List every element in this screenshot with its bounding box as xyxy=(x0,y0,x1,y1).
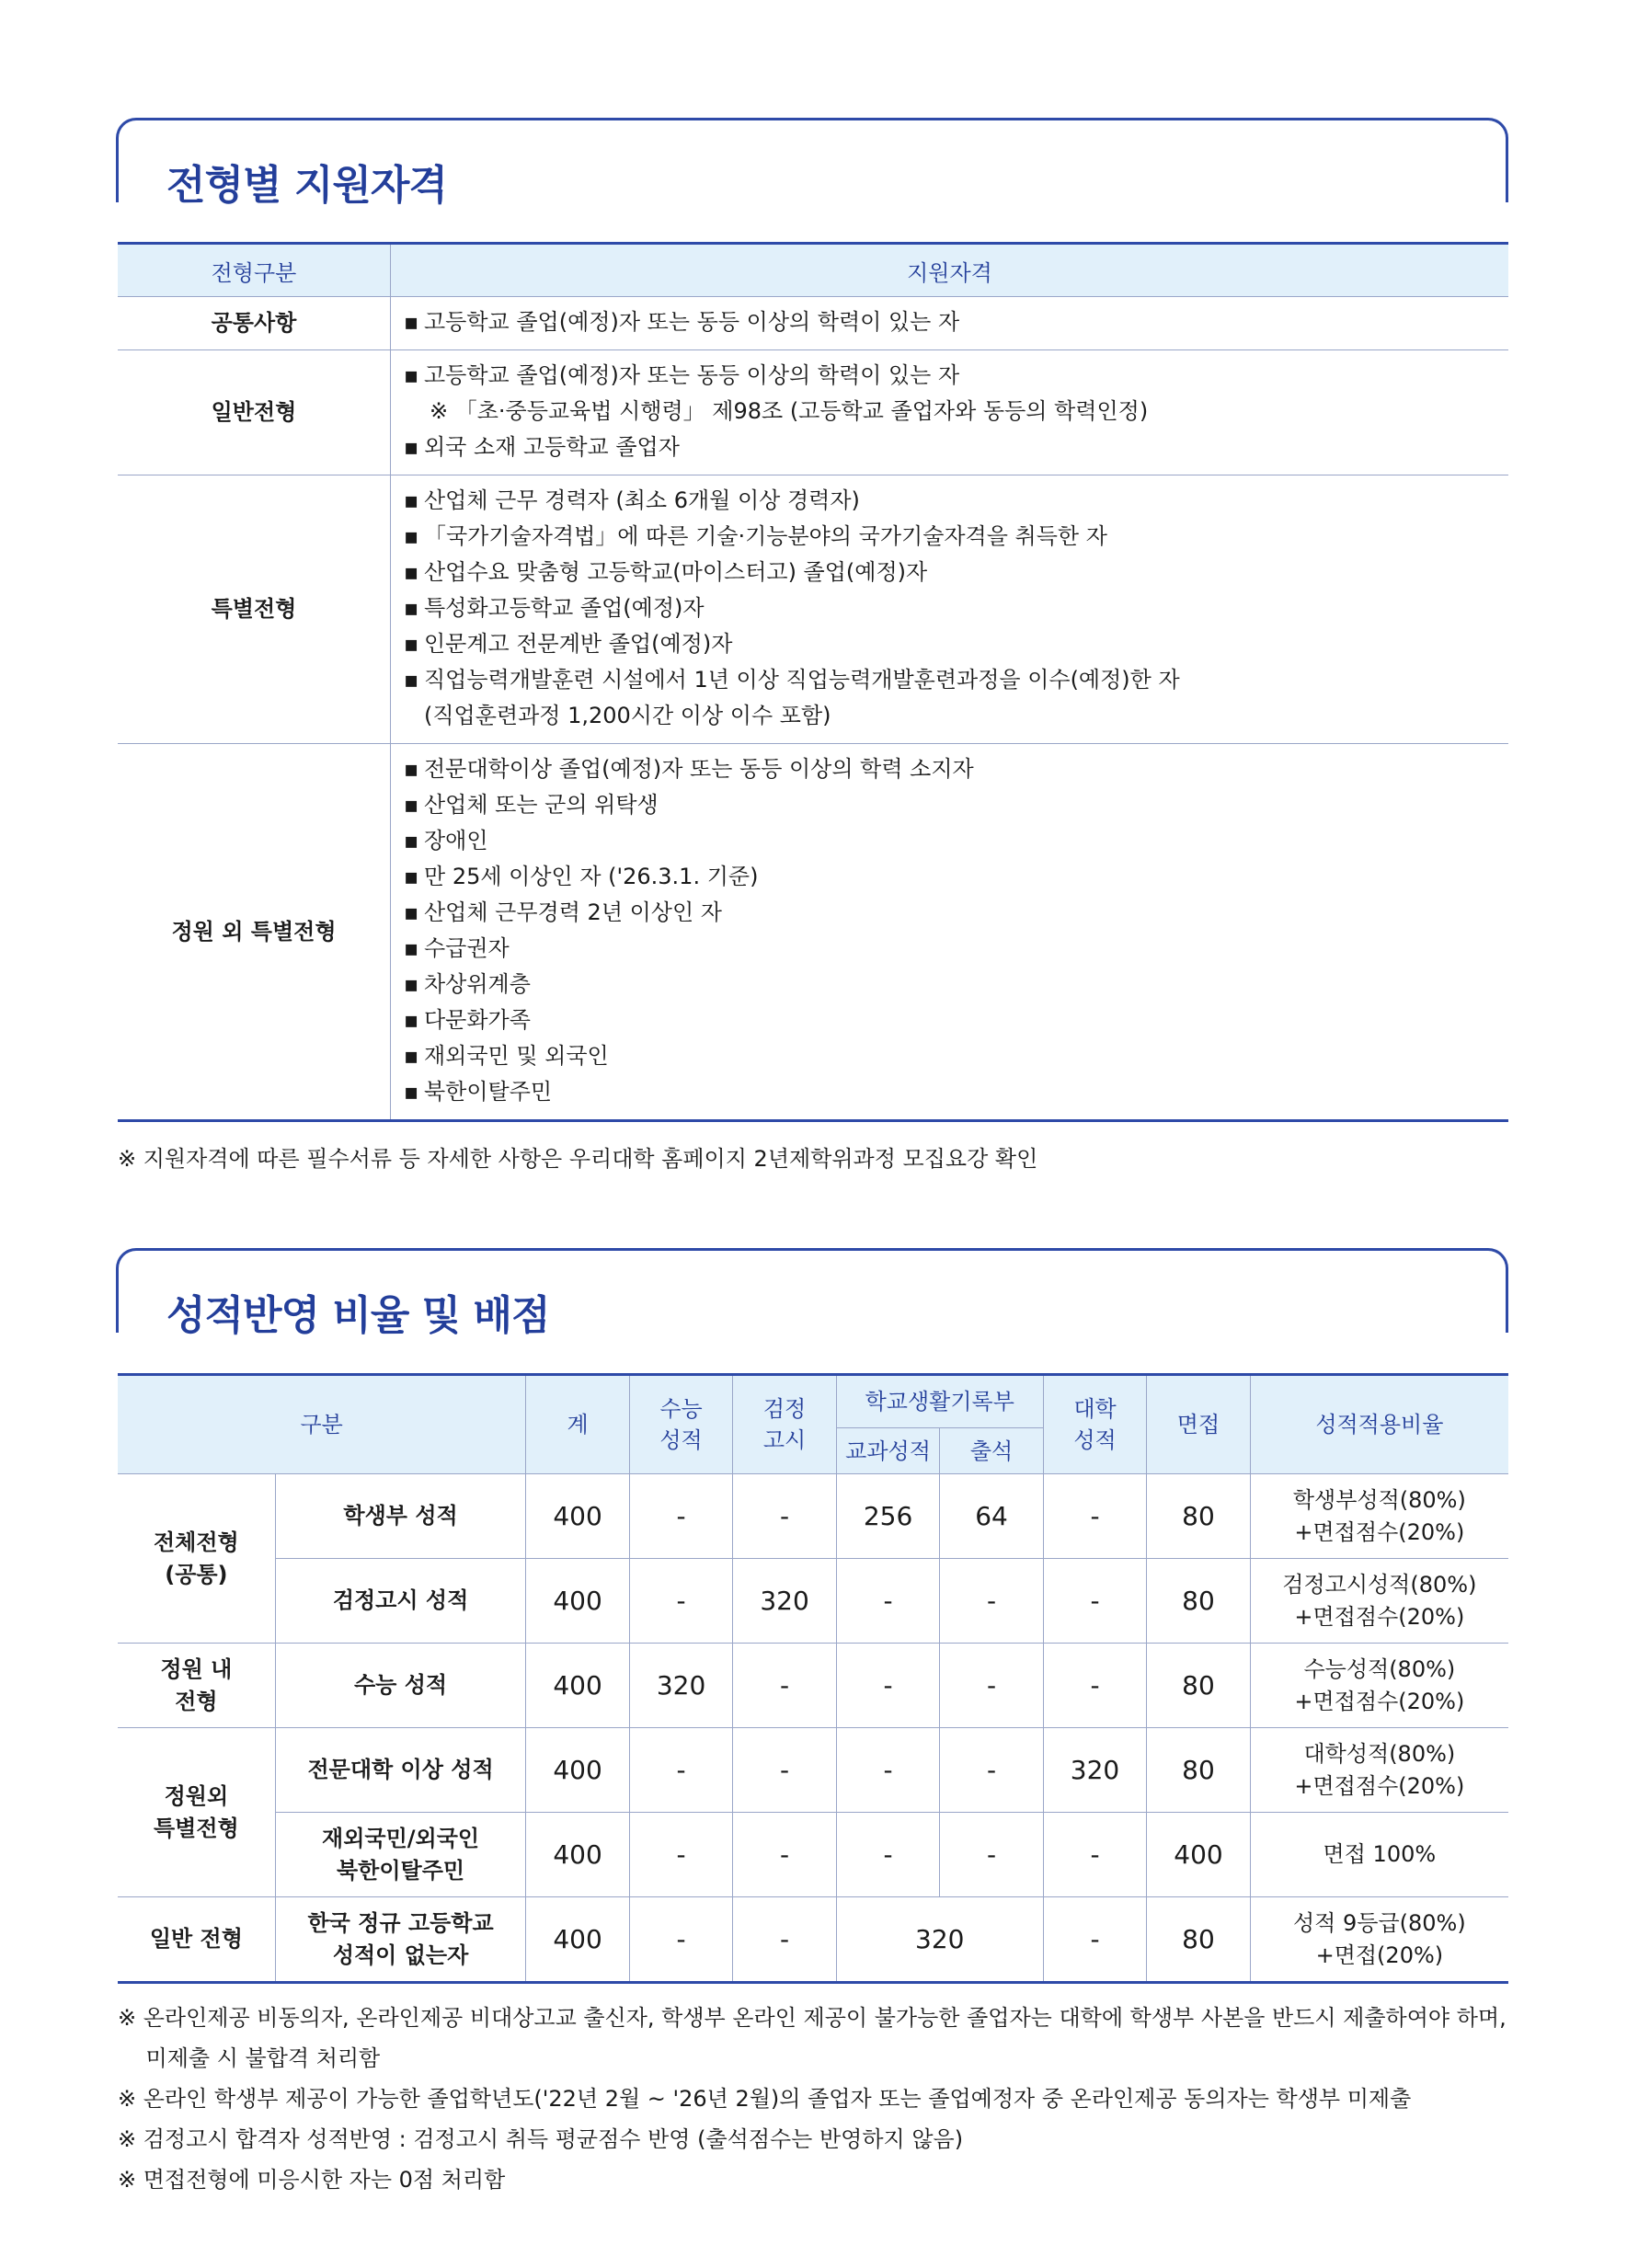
total-cell: 400 xyxy=(526,1813,629,1897)
note-line: ※ 검정고시 합격자 성적반영 : 검정고시 취득 평균점수 반영 (출석점수는 반영하지 않음) xyxy=(118,2126,964,2152)
note-line: ※ 면접전형에 미응시한 자는 0점 처리함 xyxy=(118,2167,506,2193)
sub-category-cell xyxy=(275,1474,526,1559)
header-attendance: 출석 xyxy=(940,1428,1043,1474)
table-header-row xyxy=(118,1375,1508,1428)
suneung-cell: - xyxy=(629,1728,732,1813)
qualification-line xyxy=(404,895,1508,931)
ratio-cell xyxy=(1250,1813,1508,1897)
header-interview: 면접 xyxy=(1147,1375,1250,1474)
cell-text: 검정고시 성적 xyxy=(332,1587,469,1613)
note-line: ※ 온라인 학생부 제공이 가능한 졸업학년도('22년 2월 ~ '26년 2월)의 졸업자 또는 졸업예정자 중 온라인제공 동의자는 학생부 미제출 xyxy=(118,2086,1412,2112)
college-cell: - xyxy=(1043,1559,1146,1644)
cell-text: 한국 정규 고등학교 xyxy=(307,1909,494,1936)
group-label-cell xyxy=(118,1897,275,1983)
table-row xyxy=(118,744,1508,1121)
bullet-icon: ▪ xyxy=(404,971,419,997)
college-cell: - xyxy=(1043,1474,1146,1559)
qualification-text: 고등학교 졸업(예정)자 또는 동등 이상의 학력이 있는 자 xyxy=(424,362,960,388)
cell-text: 정원 내 xyxy=(160,1655,233,1682)
ratio-cell xyxy=(1250,1474,1508,1559)
suneung-cell: - xyxy=(629,1813,732,1897)
attendance-cell: - xyxy=(940,1559,1043,1644)
qualification-cell xyxy=(391,297,1509,350)
bullet-icon: ▪ xyxy=(404,487,419,513)
cell-text: 정원외 xyxy=(164,1782,229,1809)
bullet-icon: ▪ xyxy=(404,1079,419,1105)
ratio-cell xyxy=(1250,1644,1508,1728)
qualification-line xyxy=(404,519,1508,555)
note-line: 미제출 시 불합격 처리함 xyxy=(118,2045,381,2071)
bullet-icon: ▪ xyxy=(404,309,419,335)
sub-category-cell xyxy=(275,1897,526,1983)
header-ratio: 성적적용비율 xyxy=(1250,1375,1508,1474)
table-row xyxy=(118,297,1508,350)
qualification-line xyxy=(404,358,1508,394)
bullet-icon: ▪ xyxy=(404,1043,419,1069)
category-cell: 정원 외 특별전형 xyxy=(118,744,391,1121)
section-title: 성적반영 비율 및 배점 xyxy=(166,1292,550,1339)
bullet-icon: ▪ xyxy=(404,362,419,388)
header-course-grade: 교과성적 xyxy=(836,1428,939,1474)
qualification-text: 산업체 근무경력 2년 이상인 자 xyxy=(424,899,722,925)
geomjeong-cell: - xyxy=(733,1644,836,1728)
qualification-text: 산업체 또는 군의 위탁생 xyxy=(424,792,659,818)
school-record-cell: 320 xyxy=(836,1897,1043,1983)
bullet-icon: ▪ xyxy=(404,434,419,460)
table-row xyxy=(118,1813,1508,1897)
bullet-icon: ▪ xyxy=(404,792,419,818)
section-header-score-ratio xyxy=(116,1248,1508,1339)
cell-text: 전체전형 xyxy=(154,1529,239,1555)
cell-text: (공통) xyxy=(165,1561,228,1587)
cell-text: +면접(20%) xyxy=(1315,1942,1444,1968)
suneung-cell: 320 xyxy=(629,1644,732,1728)
cell-text: 일반 전형 xyxy=(149,1926,243,1952)
college-cell: - xyxy=(1043,1813,1146,1897)
cell-text: 대학성적(80%) xyxy=(1303,1740,1456,1767)
geomjeong-cell: 320 xyxy=(733,1559,836,1644)
bullet-icon: ▪ xyxy=(404,559,419,585)
table-row xyxy=(118,475,1508,744)
bullet-icon: ▪ xyxy=(404,756,419,782)
bullet-icon: ▪ xyxy=(404,935,419,961)
total-cell: 400 xyxy=(526,1728,629,1813)
qualification-line xyxy=(404,751,1508,787)
course-grade-cell: - xyxy=(836,1644,939,1728)
qualification-text: 다문화가족 xyxy=(424,1007,531,1033)
cell-text: +면접점수(20%) xyxy=(1294,1772,1465,1799)
sub-category-cell xyxy=(275,1813,526,1897)
qualification-line xyxy=(404,823,1508,859)
cell-text: 성적 9등급(80%) xyxy=(1293,1909,1466,1936)
cell-text: +면접점수(20%) xyxy=(1294,1688,1465,1714)
table-row xyxy=(118,1728,1508,1813)
qualification-footnote: ※ 지원자격에 따른 필수서류 등 자세한 사항은 우리대학 홈페이지 2년제학위과정 모집요강 확인 xyxy=(118,1146,1038,1172)
qualification-line xyxy=(404,662,1508,698)
ratio-cell xyxy=(1250,1559,1508,1644)
interview-cell: 80 xyxy=(1147,1559,1250,1644)
total-cell: 400 xyxy=(526,1644,629,1728)
qualification-table xyxy=(118,242,1508,1122)
qualification-text: 외국 소재 고등학교 졸업자 xyxy=(424,434,680,460)
qualification-text: 「국가기술자격법」에 따른 기술·기능분야의 국가기술자격을 취득한 자 xyxy=(424,523,1107,549)
qualification-text: 차상위계층 xyxy=(424,971,531,997)
section-title: 전형별 지원자격 xyxy=(166,162,447,209)
table-row xyxy=(118,350,1508,475)
bullet-icon: ▪ xyxy=(404,864,419,889)
cell-text: 수능성적(80%) xyxy=(1303,1655,1456,1682)
sub-category-cell xyxy=(275,1728,526,1813)
qualification-text: (직업훈련과정 1,200시간 이상 이수 포함) xyxy=(424,703,831,728)
ratio-cell xyxy=(1250,1728,1508,1813)
cell-text: 특별전형 xyxy=(154,1815,239,1841)
table-row xyxy=(118,1559,1508,1644)
interview-cell: 80 xyxy=(1147,1474,1250,1559)
qualification-line xyxy=(404,304,1508,340)
qualification-cell xyxy=(391,744,1509,1121)
score-ratio-table xyxy=(118,1373,1508,1984)
cell-text: 학생부성적(80%) xyxy=(1292,1486,1466,1513)
qualification-line xyxy=(404,1074,1508,1110)
geomjeong-cell: - xyxy=(733,1897,836,1983)
header-category: 전형구분 xyxy=(118,244,391,297)
qualification-text: 산업체 근무 경력자 (최소 6개월 이상 경력자) xyxy=(424,487,860,513)
sub-category-cell xyxy=(275,1559,526,1644)
bullet-icon: ▪ xyxy=(404,828,419,853)
geomjeong-cell: - xyxy=(733,1813,836,1897)
cell-text: 전형 xyxy=(175,1688,218,1714)
category-cell: 일반전형 xyxy=(118,350,391,475)
qualification-text: 장애인 xyxy=(424,828,488,853)
qualification-line xyxy=(404,555,1508,590)
bullet-icon: ▪ xyxy=(404,595,419,621)
qualification-line xyxy=(404,394,1508,430)
qualification-line xyxy=(404,787,1508,823)
qualification-text: 전문대학이상 졸업(예정)자 또는 동등 이상의 학력 소지자 xyxy=(424,756,974,782)
qualification-text: 산업수요 맞춤형 고등학교(마이스터고) 졸업(예정)자 xyxy=(424,559,928,585)
qualification-text: 북한이탈주민 xyxy=(424,1079,553,1105)
qualification-text: 특성화고등학교 졸업(예정)자 xyxy=(424,595,705,621)
table-row xyxy=(118,1897,1508,1983)
qualification-line xyxy=(404,483,1508,519)
header-school-record: 학교생활기록부 xyxy=(836,1375,1043,1428)
qualification-text: 수급권자 xyxy=(424,935,510,961)
cell-text: 전문대학 이상 성적 xyxy=(307,1757,494,1782)
header-category: 구분 xyxy=(118,1375,526,1474)
bullet-icon: ▪ xyxy=(404,899,419,925)
course-grade-cell: 256 xyxy=(836,1474,939,1559)
category-cell: 공통사항 xyxy=(118,297,391,350)
bullet-icon: ▪ xyxy=(404,631,419,657)
header-qualification: 지원자격 xyxy=(391,244,1509,297)
cell-text: 재외국민/외국인 xyxy=(322,1825,480,1851)
qualification-text: 만 25세 이상인 자 ('26.3.1. 기준) xyxy=(424,864,759,889)
attendance-cell: - xyxy=(940,1813,1043,1897)
qualification-cell xyxy=(391,350,1509,475)
qualification-line xyxy=(404,859,1508,895)
header-geomjeong: 검정 고시 xyxy=(733,1375,836,1474)
college-cell: - xyxy=(1043,1897,1146,1983)
table-header-row xyxy=(118,244,1508,297)
cell-text: +면접점수(20%) xyxy=(1294,1518,1465,1545)
qualification-text: 인문계고 전문계반 졸업(예정)자 xyxy=(424,631,733,657)
geomjeong-cell: - xyxy=(733,1474,836,1559)
header-suneung: 수능 성적 xyxy=(629,1375,732,1474)
college-cell: 320 xyxy=(1043,1728,1146,1813)
note-line: ※ 온라인제공 비동의자, 온라인제공 비대상고교 출신자, 학생부 온라인 제공이 불가능한 졸업자는 대학에 학생부 사본을 반드시 제출하여야 하며, xyxy=(118,2005,1507,2031)
group-label-cell xyxy=(118,1644,275,1728)
qualification-text: 재외국민 및 외국인 xyxy=(424,1043,609,1069)
cell-text: 면접 100% xyxy=(1323,1841,1437,1867)
section-header-qualifications xyxy=(116,118,1508,209)
total-cell: 400 xyxy=(526,1897,629,1983)
cell-text: 수능 성적 xyxy=(354,1672,448,1698)
attendance-cell: - xyxy=(940,1644,1043,1728)
qualification-line xyxy=(404,430,1508,465)
qualification-text: 고등학교 졸업(예정)자 또는 동등 이상의 학력이 있는 자 xyxy=(424,309,960,335)
qualification-line xyxy=(404,931,1508,967)
qualification-line xyxy=(404,1002,1508,1038)
qualification-line xyxy=(404,967,1508,1002)
group-label-cell xyxy=(118,1474,275,1644)
course-grade-cell: - xyxy=(836,1559,939,1644)
cell-text: +면접점수(20%) xyxy=(1294,1603,1465,1630)
bullet-icon: ▪ xyxy=(404,523,419,549)
college-cell: - xyxy=(1043,1644,1146,1728)
total-cell: 400 xyxy=(526,1474,629,1559)
course-grade-cell: - xyxy=(836,1813,939,1897)
header-college: 대학 성적 xyxy=(1043,1375,1146,1474)
cell-text: 성적이 없는자 xyxy=(332,1942,469,1968)
group-label-cell xyxy=(118,1728,275,1897)
ratio-cell xyxy=(1250,1897,1508,1983)
cell-text: 북한이탈주민 xyxy=(336,1857,465,1884)
attendance-cell: - xyxy=(940,1728,1043,1813)
table-row xyxy=(118,1644,1508,1728)
interview-cell: 80 xyxy=(1147,1897,1250,1983)
qualification-line xyxy=(404,1038,1508,1074)
suneung-cell: - xyxy=(629,1559,732,1644)
table-row xyxy=(118,1474,1508,1559)
suneung-cell: - xyxy=(629,1474,732,1559)
geomjeong-cell: - xyxy=(733,1728,836,1813)
attendance-cell: 64 xyxy=(940,1474,1043,1559)
interview-cell: 80 xyxy=(1147,1728,1250,1813)
qualification-line xyxy=(404,698,1508,734)
header-total: 계 xyxy=(526,1375,629,1474)
cell-text: 검정고시성적(80%) xyxy=(1282,1571,1477,1598)
total-cell: 400 xyxy=(526,1559,629,1644)
bullet-icon: ▪ xyxy=(404,1007,419,1033)
bullet-icon: ▪ xyxy=(404,667,419,693)
qualification-text: ※ 「초·중등교육법 시행령」 제98조 (고등학교 졸업자와 동등의 학력인정) xyxy=(430,398,1149,424)
qualification-line xyxy=(404,626,1508,662)
cell-text: 학생부 성적 xyxy=(343,1503,458,1529)
category-cell: 특별전형 xyxy=(118,475,391,744)
sub-category-cell xyxy=(275,1644,526,1728)
course-grade-cell: - xyxy=(836,1728,939,1813)
interview-cell: 400 xyxy=(1147,1813,1250,1897)
suneung-cell: - xyxy=(629,1897,732,1983)
interview-cell: 80 xyxy=(1147,1644,1250,1728)
qualification-line xyxy=(404,590,1508,626)
qualification-cell xyxy=(391,475,1509,744)
qualification-text: 직업능력개발훈련 시설에서 1년 이상 직업능력개발훈련과정을 이수(예정)한 자 xyxy=(424,667,1180,693)
